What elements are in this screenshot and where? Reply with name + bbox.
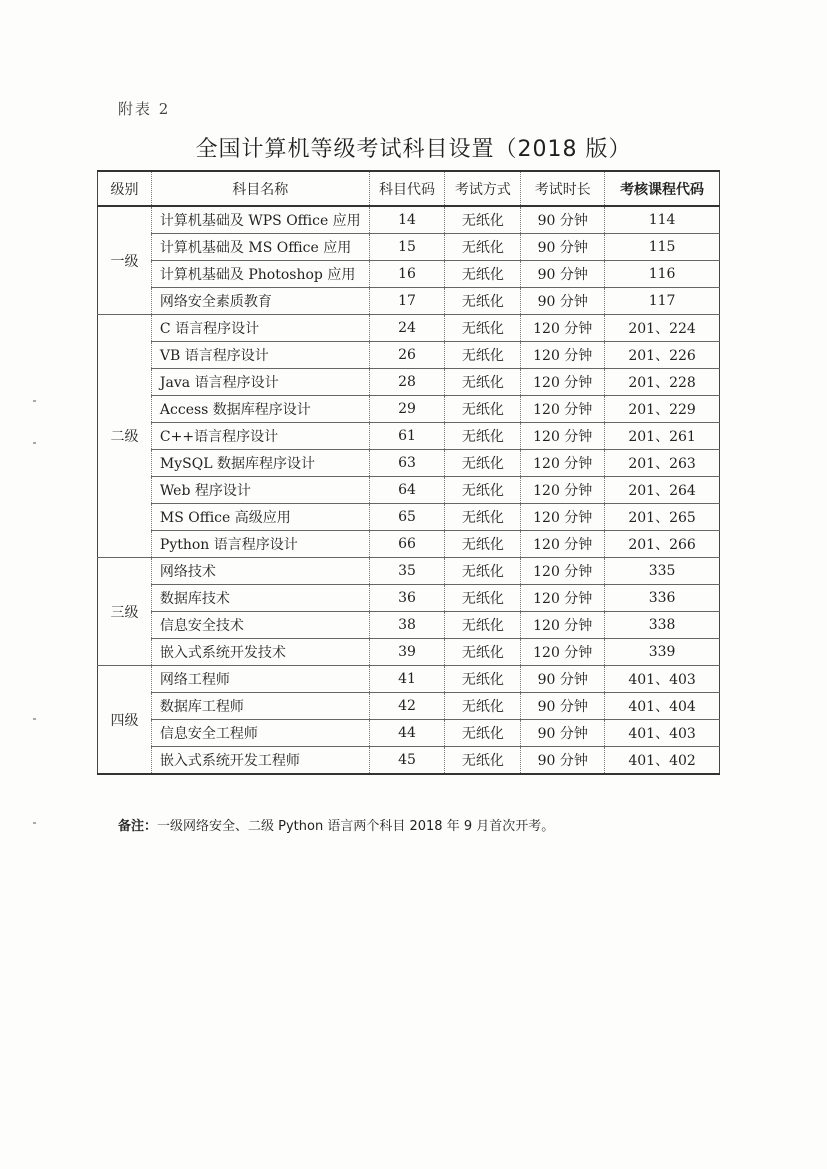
- level-cell: 四级: [98, 666, 152, 775]
- course-code-cell: 201、266: [605, 531, 720, 558]
- exam-duration-cell: 90 分钟: [521, 288, 605, 315]
- subject-code-cell: 15: [369, 234, 445, 261]
- course-code-cell: 201、228: [605, 369, 720, 396]
- course-code-cell: 114: [605, 206, 720, 234]
- subject-name-cell: 计算机基础及 MS Office 应用: [151, 234, 369, 261]
- subject-code-cell: 42: [369, 693, 445, 720]
- attachment-label: 附表 2: [118, 100, 171, 118]
- table-row: [98, 423, 720, 450]
- subject-code-cell: 29: [369, 396, 445, 423]
- subject-name-cell: 数据库工程师: [151, 693, 369, 720]
- table-row: [98, 639, 720, 666]
- level-cell: 一级: [98, 206, 152, 315]
- subject-name-cell: 计算机基础及 WPS Office 应用: [151, 206, 369, 234]
- subject-name-cell: 嵌入式系统开发技术: [151, 639, 369, 666]
- table-row: [98, 504, 720, 531]
- exam-mode-cell: 无纸化: [445, 612, 521, 639]
- exam-mode-cell: 无纸化: [445, 666, 521, 693]
- course-code-cell: 116: [605, 261, 720, 288]
- subject-code-cell: 39: [369, 639, 445, 666]
- header-exam-duration: 考试时长: [521, 171, 605, 206]
- exam-duration-cell: 120 分钟: [521, 531, 605, 558]
- subject-code-cell: 65: [369, 504, 445, 531]
- course-code-cell: 335: [605, 558, 720, 585]
- subject-code-cell: 16: [369, 261, 445, 288]
- table-row: [98, 747, 720, 775]
- exam-mode-cell: 无纸化: [445, 342, 521, 369]
- subject-code-cell: 17: [369, 288, 445, 315]
- subject-name-cell: 嵌入式系统开发工程师: [151, 747, 369, 775]
- exam-duration-cell: 120 分钟: [521, 423, 605, 450]
- table-row: [98, 288, 720, 315]
- subject-name-cell: 网络安全素质教育: [151, 288, 369, 315]
- subject-code-cell: 26: [369, 342, 445, 369]
- course-code-cell: 117: [605, 288, 720, 315]
- course-code-cell: 115: [605, 234, 720, 261]
- subject-code-cell: 24: [369, 315, 445, 342]
- subject-name-cell: Java 语言程序设计: [151, 369, 369, 396]
- subject-name-cell: MS Office 高级应用: [151, 504, 369, 531]
- subject-code-cell: 64: [369, 477, 445, 504]
- subject-name-cell: VB 语言程序设计: [151, 342, 369, 369]
- header-exam-mode: 考试方式: [445, 171, 521, 206]
- subject-name-cell: C++语言程序设计: [151, 423, 369, 450]
- table-row: [98, 693, 720, 720]
- table-header-row: [98, 171, 720, 206]
- exam-mode-cell: 无纸化: [445, 720, 521, 747]
- exam-mode-cell: 无纸化: [445, 639, 521, 666]
- scan-speck: [33, 718, 36, 720]
- course-code-cell: 401、404: [605, 693, 720, 720]
- exam-mode-cell: 无纸化: [445, 369, 521, 396]
- subject-name-cell: MySQL 数据库程序设计: [151, 450, 369, 477]
- subject-code-cell: 28: [369, 369, 445, 396]
- exam-duration-cell: 120 分钟: [521, 477, 605, 504]
- subject-name-cell: 网络工程师: [151, 666, 369, 693]
- exam-duration-cell: 90 分钟: [521, 720, 605, 747]
- header-subject-name: 科目名称: [151, 171, 369, 206]
- header-subject-code: 科目代码: [369, 171, 445, 206]
- table-row: [98, 206, 720, 234]
- level-cell: 三级: [98, 558, 152, 666]
- subject-code-cell: 63: [369, 450, 445, 477]
- course-code-cell: 401、402: [605, 747, 720, 775]
- table-row: [98, 585, 720, 612]
- page-title: 全国计算机等级考试科目设置（2018 版）: [195, 137, 632, 162]
- subject-name-cell: 网络技术: [151, 558, 369, 585]
- exam-mode-cell: 无纸化: [445, 504, 521, 531]
- exam-mode-cell: 无纸化: [445, 558, 521, 585]
- exam-mode-cell: 无纸化: [445, 450, 521, 477]
- subject-name-cell: C 语言程序设计: [151, 315, 369, 342]
- course-code-cell: 201、263: [605, 450, 720, 477]
- table-row: [98, 369, 720, 396]
- exam-subject-table: [97, 170, 720, 775]
- level-cell: 二级: [98, 315, 152, 558]
- course-code-cell: 201、261: [605, 423, 720, 450]
- header-level: 级别: [98, 171, 152, 206]
- scan-speck: [33, 442, 36, 444]
- table-row: [98, 450, 720, 477]
- exam-mode-cell: 无纸化: [445, 477, 521, 504]
- course-code-cell: 201、226: [605, 342, 720, 369]
- table-row: [98, 315, 720, 342]
- subject-code-cell: 38: [369, 612, 445, 639]
- exam-duration-cell: 90 分钟: [521, 206, 605, 234]
- course-code-cell: 339: [605, 639, 720, 666]
- exam-mode-cell: 无纸化: [445, 585, 521, 612]
- subject-name-cell: Python 语言程序设计: [151, 531, 369, 558]
- course-code-cell: 201、265: [605, 504, 720, 531]
- table-row: [98, 477, 720, 504]
- subject-name-cell: 数据库技术: [151, 585, 369, 612]
- subject-code-cell: 45: [369, 747, 445, 775]
- subject-code-cell: 66: [369, 531, 445, 558]
- exam-duration-cell: 120 分钟: [521, 342, 605, 369]
- subject-code-cell: 41: [369, 666, 445, 693]
- table-body: [98, 206, 720, 774]
- footnote-text: 一级网络安全、二级 Python 语言两个科目 2018 年 9 月首次开考。: [157, 819, 555, 834]
- scan-speck: [33, 822, 36, 824]
- exam-mode-cell: 无纸化: [445, 396, 521, 423]
- subject-name-cell: Access 数据库程序设计: [151, 396, 369, 423]
- table-row: [98, 234, 720, 261]
- table-row: [98, 612, 720, 639]
- exam-mode-cell: 无纸化: [445, 206, 521, 234]
- table-row: [98, 396, 720, 423]
- exam-duration-cell: 120 分钟: [521, 639, 605, 666]
- table-row: [98, 558, 720, 585]
- subject-code-cell: 14: [369, 206, 445, 234]
- subject-code-cell: 61: [369, 423, 445, 450]
- footnote-label: 备注：: [118, 819, 158, 834]
- exam-duration-cell: 90 分钟: [521, 693, 605, 720]
- subject-name-cell: Web 程序设计: [151, 477, 369, 504]
- exam-duration-cell: 120 分钟: [521, 396, 605, 423]
- exam-duration-cell: 120 分钟: [521, 369, 605, 396]
- subject-name-cell: 信息安全工程师: [151, 720, 369, 747]
- exam-duration-cell: 120 分钟: [521, 450, 605, 477]
- exam-mode-cell: 无纸化: [445, 315, 521, 342]
- table-row: [98, 720, 720, 747]
- course-code-cell: 201、264: [605, 477, 720, 504]
- exam-mode-cell: 无纸化: [445, 531, 521, 558]
- subject-name-cell: 信息安全技术: [151, 612, 369, 639]
- exam-duration-cell: 120 分钟: [521, 315, 605, 342]
- course-code-cell: 338: [605, 612, 720, 639]
- scan-speck: [33, 400, 36, 402]
- subject-code-cell: 36: [369, 585, 445, 612]
- exam-duration-cell: 90 分钟: [521, 261, 605, 288]
- course-code-cell: 336: [605, 585, 720, 612]
- exam-mode-cell: 无纸化: [445, 423, 521, 450]
- table-row: [98, 531, 720, 558]
- exam-mode-cell: 无纸化: [445, 288, 521, 315]
- course-code-cell: 401、403: [605, 720, 720, 747]
- exam-duration-cell: 90 分钟: [521, 666, 605, 693]
- subject-code-cell: 44: [369, 720, 445, 747]
- table-row: [98, 342, 720, 369]
- exam-duration-cell: 120 分钟: [521, 504, 605, 531]
- course-code-cell: 201、229: [605, 396, 720, 423]
- exam-duration-cell: 90 分钟: [521, 747, 605, 775]
- exam-duration-cell: 120 分钟: [521, 558, 605, 585]
- exam-mode-cell: 无纸化: [445, 234, 521, 261]
- exam-duration-cell: 120 分钟: [521, 585, 605, 612]
- table-row: [98, 666, 720, 693]
- table-row: [98, 261, 720, 288]
- exam-mode-cell: 无纸化: [445, 693, 521, 720]
- subject-code-cell: 35: [369, 558, 445, 585]
- exam-mode-cell: 无纸化: [445, 261, 521, 288]
- header-course-code: 考核课程代码: [605, 171, 720, 206]
- footnote: [118, 815, 554, 834]
- exam-duration-cell: 90 分钟: [521, 234, 605, 261]
- exam-duration-cell: 120 分钟: [521, 612, 605, 639]
- exam-mode-cell: 无纸化: [445, 747, 521, 775]
- course-code-cell: 401、403: [605, 666, 720, 693]
- course-code-cell: 201、224: [605, 315, 720, 342]
- subject-name-cell: 计算机基础及 Photoshop 应用: [151, 261, 369, 288]
